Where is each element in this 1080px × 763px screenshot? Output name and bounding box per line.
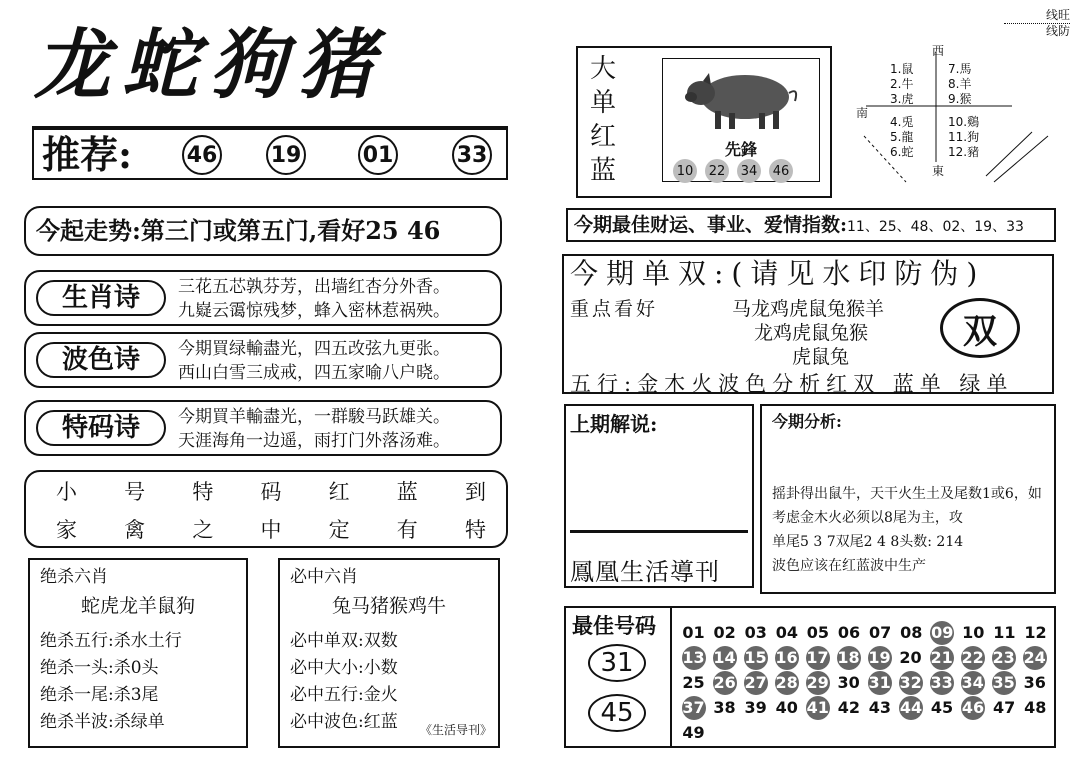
- number-cell: 49: [682, 723, 705, 742]
- poem-tag: 特码诗: [36, 410, 166, 446]
- poem-tag: 生肖诗: [36, 280, 166, 316]
- number-cell-highlighted: 18: [837, 646, 861, 670]
- number-cell-highlighted: 13: [682, 646, 706, 670]
- number-cell-highlighted: 22: [961, 646, 985, 670]
- number-cell: 03: [744, 623, 767, 642]
- number-cell: 48: [1024, 698, 1047, 717]
- poem-color: [24, 332, 502, 388]
- fortune-numbers: 11、25、48、02、19、33: [847, 219, 1024, 235]
- poem-line: 西山白雪三成戒，四五家喻八户晓。: [178, 363, 450, 383]
- poem-line: 今期買绿輸盡光，四五改弦九更张。: [178, 339, 450, 359]
- number-cell-highlighted: 32: [899, 671, 923, 695]
- number-cell-highlighted: 26: [713, 671, 737, 695]
- number-cell-highlighted: 23: [992, 646, 1016, 670]
- kill-item: 绝杀五行: 杀水土行: [40, 631, 182, 651]
- phrase-char: 号: [124, 480, 146, 504]
- number-cell: 08: [900, 623, 923, 642]
- phrase-char: 小: [56, 480, 77, 504]
- must-item: 必中单双: 双数: [290, 631, 398, 651]
- phrase-char: 中: [260, 518, 282, 542]
- number-cell: 25: [682, 673, 705, 692]
- best-numbers-box: [564, 606, 1056, 748]
- divider: [670, 608, 672, 746]
- number-cell: 10: [962, 623, 985, 642]
- number-cell-highlighted: 34: [961, 671, 985, 695]
- poem-line: 三花五芯孰芬芳，出墙红杏分外香。: [178, 277, 450, 297]
- phrase-row: [56, 514, 486, 544]
- number-cell-highlighted: 17: [806, 646, 830, 670]
- publication-footer: 《生活导刊》: [419, 723, 492, 737]
- poem-line: 今期買羊輸盡光，一群駿马跃雄关。: [178, 407, 450, 427]
- best-ball: 45: [588, 694, 646, 732]
- number-cell: 06: [837, 623, 861, 642]
- phrase-char: 到: [464, 480, 486, 504]
- number-cell: 38: [713, 698, 736, 717]
- number-cell: 43: [868, 698, 892, 717]
- analysis-text: 单尾5 3 7双尾2 4 8头数: 214: [772, 534, 964, 550]
- focus-line: 马龙鸡虎鼠兔猴羊: [732, 298, 885, 320]
- phrase-row: [56, 476, 486, 506]
- number-cell: 05: [806, 623, 830, 642]
- number-cell-highlighted: 09: [930, 621, 954, 645]
- number-cell: 40: [775, 698, 798, 717]
- number-cell: 04: [775, 623, 798, 642]
- phrase-char: 定: [328, 518, 350, 542]
- number-cell-highlighted: 15: [744, 646, 768, 670]
- phrase-char: 蓝: [396, 480, 418, 504]
- must-box: [278, 558, 500, 748]
- analysis-text: 波色应该在红蓝波中生产: [772, 558, 926, 574]
- pig-panel-label: 大单红蓝: [589, 54, 616, 186]
- trend-banner: 今起走势:第三门或第五门,看好25 46: [24, 206, 502, 256]
- number-cell-highlighted: 16: [775, 646, 799, 670]
- number-cell: 47: [992, 698, 1016, 717]
- zodiac-right-col: 7.馬 8.羊 9.猴 10.鷄 11.狗 12.豬: [948, 62, 980, 159]
- number-cell-highlighted: 35: [992, 671, 1016, 695]
- number-cell: 30: [837, 673, 860, 692]
- pig-icon: [663, 59, 819, 139]
- number-cell: 36: [1023, 673, 1046, 692]
- number-cell: 45: [930, 698, 954, 717]
- number-cell-highlighted: 41: [806, 696, 830, 720]
- focus-label: 重点看好: [570, 298, 659, 320]
- number-cell-highlighted: 44: [899, 696, 923, 720]
- pig-name: 先鋒: [724, 140, 757, 159]
- number-cell-highlighted: 24: [1023, 646, 1047, 670]
- focus-line: 虎鼠兔: [792, 346, 850, 368]
- pig-ball: 10: [673, 159, 697, 183]
- analysis-text: 摇卦得出鼠牛，天干火生土及尾数1或6，如考虑金木火必须以8尾为主，攻: [772, 486, 1042, 526]
- kill-title: 绝杀六肖: [40, 567, 108, 587]
- recommend-ball: 01: [358, 135, 398, 175]
- last-issue-title: 上期解说:: [570, 412, 658, 436]
- recommend-label: 推荐:: [42, 132, 133, 177]
- poem-text: [178, 275, 450, 323]
- kill-zodiacs: 蛇虎龙羊鼠狗: [80, 595, 195, 617]
- number-cell-highlighted: 37: [682, 696, 706, 720]
- recommend-ball: 33: [452, 135, 492, 175]
- number-cell-highlighted: 46: [961, 696, 985, 720]
- recommend-ball: 46: [182, 135, 222, 175]
- kill-item: 绝杀一尾: 杀3尾: [40, 685, 159, 705]
- zodiac-corner-legend: 线旺 线防: [1004, 8, 1070, 39]
- phrase-char: 红: [328, 480, 350, 504]
- number-cell-highlighted: 21: [930, 646, 954, 670]
- number-cell: 20: [899, 648, 922, 667]
- poem-text: [178, 405, 450, 453]
- phrase-char: 家: [56, 518, 77, 542]
- must-item: 必中五行: 金火: [290, 685, 398, 705]
- poem-zodiac: [24, 270, 502, 326]
- pig-image-frame: [662, 58, 820, 182]
- analysis-box: [760, 404, 1056, 594]
- even-badge: 双: [940, 298, 1020, 358]
- fortune-banner: [566, 208, 1056, 242]
- zodiac-south: 南: [856, 106, 869, 120]
- phrase-char: 之: [192, 518, 214, 542]
- number-cell-highlighted: 28: [775, 671, 799, 695]
- last-issue-box: [564, 404, 754, 588]
- number-cell-highlighted: 33: [930, 671, 954, 695]
- poem-text: [178, 337, 450, 385]
- pig-ball: 22: [705, 159, 729, 183]
- number-cell-highlighted: 19: [868, 646, 892, 670]
- number-cell-highlighted: 14: [713, 646, 737, 670]
- must-item: 必中波色: 红蓝: [290, 712, 398, 732]
- fortune-label: 今期最佳财运、事业、爱情指数:: [574, 214, 848, 236]
- number-cell-highlighted: 27: [744, 671, 768, 695]
- odd-even-box: [562, 254, 1054, 394]
- poem-line: 天涯海角一边遥，雨打门外落汤难。: [178, 431, 450, 451]
- number-cell-highlighted: 31: [868, 671, 892, 695]
- phrase-char: 禽: [124, 518, 146, 542]
- poem-line: 九嶷云霭惊残梦，蜂入密林惹祸殃。: [178, 301, 450, 321]
- phrase-char: 特: [464, 518, 486, 542]
- analysis-title: 今期分析:: [772, 412, 842, 431]
- number-cell: 42: [837, 698, 860, 717]
- number-cell: 01: [682, 623, 705, 642]
- pig-ball: 46: [769, 159, 793, 183]
- poem-tag: 波色诗: [36, 342, 166, 378]
- magazine-brand: 鳳凰生活導刊: [570, 558, 720, 586]
- poem-special: [24, 400, 502, 456]
- number-cell: 11: [993, 623, 1016, 642]
- number-cell: 12: [1024, 623, 1047, 642]
- number-cell-highlighted: 29: [806, 671, 830, 695]
- recommend-ball: 19: [266, 135, 306, 175]
- recommend-box: [32, 126, 508, 180]
- pig-panel: [576, 46, 832, 198]
- odd-even-title: 今期单双:(请见水印防伪): [570, 257, 986, 290]
- must-item: 必中大小: 小数: [290, 658, 398, 678]
- must-title: 必中六肖: [290, 567, 358, 587]
- zodiac-west: 西: [932, 44, 945, 58]
- kill-item: 绝杀一头: 杀0头: [40, 658, 159, 678]
- phrase-char: 码: [260, 480, 282, 504]
- focus-line: 龙鸡虎鼠兔猴: [754, 322, 869, 344]
- best-ball: 31: [588, 644, 646, 682]
- best-numbers-title: 最佳号码: [572, 613, 656, 638]
- number-cell: 39: [744, 698, 767, 717]
- phrase-char: 有: [396, 518, 418, 542]
- kill-box: [28, 558, 248, 748]
- kill-item: 绝杀半波: 杀绿单: [40, 712, 165, 732]
- divider: [570, 530, 748, 533]
- phrase-box: [24, 470, 508, 548]
- wuxing-line: 五行:金木火波色分析红双 蓝单 绿单: [570, 372, 1014, 396]
- number-grid: [678, 620, 1052, 745]
- must-zodiacs: 兔马猪猴鸡牛: [331, 595, 446, 617]
- phrase-char: 特: [192, 480, 214, 504]
- pig-ball: 34: [737, 159, 761, 183]
- zodiac-east: 東: [932, 164, 945, 178]
- zodiac-left-col: 1.鼠 2.牛 3.虎 4.兎 5.龍 6.蛇: [890, 62, 914, 159]
- number-cell: 02: [713, 623, 736, 642]
- page-title: 龙蛇狗猪: [34, 20, 386, 109]
- number-cell: 07: [868, 623, 892, 642]
